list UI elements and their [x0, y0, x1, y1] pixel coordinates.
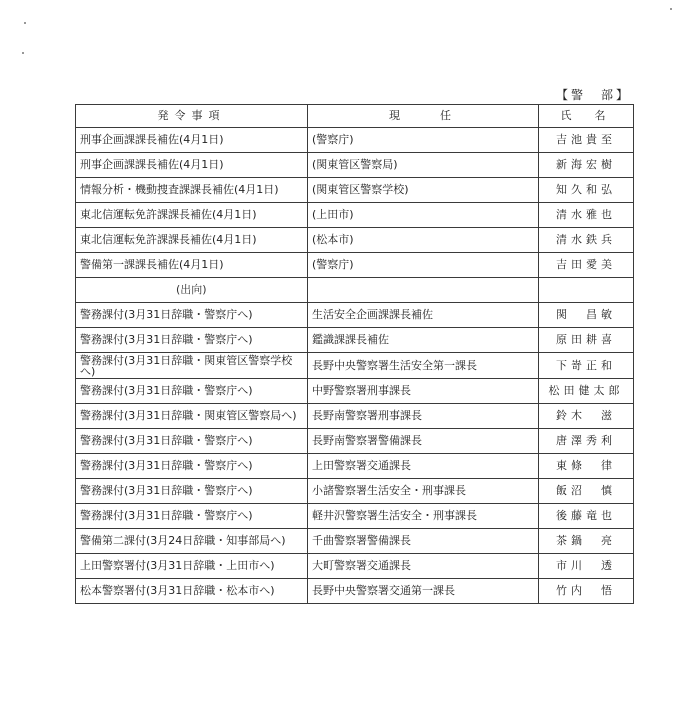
person-name-cell: 茶鍋 亮 [539, 529, 634, 554]
table-row [76, 128, 634, 153]
header-appointment: 発令事項 [76, 105, 308, 128]
table-row [76, 203, 634, 228]
current-post-cell: 長野中央警察署生活安全第一課長 [308, 353, 539, 379]
person-name-cell: 飯沼 慎 [539, 479, 634, 504]
person-name-cell: 後藤竜也 [539, 504, 634, 529]
header-current-post: 現 任 [308, 105, 539, 128]
current-post-cell: 小諸警察署生活安全・刑事課長 [308, 479, 539, 504]
current-post-cell: 中野警察署刑事課長 [308, 379, 539, 404]
appointment-cell: 警務課付(3月31日辞職・警察庁へ) [76, 328, 308, 353]
appointment-cell: 警備第二課付(3月24日辞職・知事部局へ) [76, 529, 308, 554]
table-row [76, 529, 634, 554]
current-post-cell: (関東管区警察学校) [308, 178, 539, 203]
person-name-cell: 吉田愛美 [539, 253, 634, 278]
section-label: (出向) [76, 278, 308, 303]
table-row [76, 253, 634, 278]
person-name-cell: 市川 透 [539, 554, 634, 579]
appointment-cell: 松本警察署付(3月31日辞職・松本市へ) [76, 579, 308, 604]
current-post-cell: 千曲警察署警備課長 [308, 529, 539, 554]
table-row [76, 554, 634, 579]
person-name-cell: 吉池貴至 [539, 128, 634, 153]
appointment-cell: 警務課付(3月31日辞職・警察庁へ) [76, 504, 308, 529]
person-name-cell: 知久和弘 [539, 178, 634, 203]
personnel-table [75, 104, 634, 604]
table-body [76, 128, 634, 604]
table-row [76, 178, 634, 203]
current-post-cell: (上田市) [308, 203, 539, 228]
current-post-cell: (松本市) [308, 228, 539, 253]
person-name-cell: 原田耕喜 [539, 328, 634, 353]
current-post-cell: 長野中央警察署交通第一課長 [308, 579, 539, 604]
scan-speck [22, 52, 24, 54]
current-post-cell: 鑑識課課長補佐 [308, 328, 539, 353]
table-row [76, 579, 634, 604]
department-label: 【警 部】 [556, 88, 632, 102]
table-row [76, 353, 634, 379]
current-post-cell: 生活安全企画課課長補佐 [308, 303, 539, 328]
appointment-cell: 警務課付(3月31日辞職・関東管区警察学校へ) [76, 353, 308, 379]
person-name-cell: 下嵜正和 [539, 353, 634, 379]
appointment-cell: 警備第一課課長補佐(4月1日) [76, 253, 308, 278]
current-post-cell: (警察庁) [308, 253, 539, 278]
table-row [76, 303, 634, 328]
appointment-cell: 東北信運転免許課課長補佐(4月1日) [76, 228, 308, 253]
current-post-cell: 軽井沢警察署生活安全・刑事課長 [308, 504, 539, 529]
current-post-cell: (警察庁) [308, 128, 539, 153]
person-name-cell: 清水雅也 [539, 203, 634, 228]
person-name-cell [539, 278, 634, 303]
person-name-cell: 清水鉄兵 [539, 228, 634, 253]
person-name-cell: 松田健太郎 [539, 379, 634, 404]
person-name-cell: 唐澤秀利 [539, 429, 634, 454]
table-row [76, 479, 634, 504]
person-name-cell: 新海宏樹 [539, 153, 634, 178]
table-row [76, 228, 634, 253]
table-row [76, 429, 634, 454]
table-row [76, 379, 634, 404]
current-post-cell: 長野南警察署刑事課長 [308, 404, 539, 429]
appointment-cell: 警務課付(3月31日辞職・警察庁へ) [76, 479, 308, 504]
appointment-cell: 警務課付(3月31日辞職・関東管区警察局へ) [76, 404, 308, 429]
appointment-cell: 警務課付(3月31日辞職・警察庁へ) [76, 429, 308, 454]
scan-speck [24, 22, 26, 24]
current-post-cell: 大町警察署交通課長 [308, 554, 539, 579]
person-name-cell: 関 昌敏 [539, 303, 634, 328]
table-row [76, 404, 634, 429]
appointment-cell: 上田警察署付(3月31日辞職・上田市へ) [76, 554, 308, 579]
person-name-cell: 東條 律 [539, 454, 634, 479]
current-post-cell: 長野南警察署警備課長 [308, 429, 539, 454]
current-post-cell: (関東管区警察局) [308, 153, 539, 178]
table-row [76, 328, 634, 353]
appointment-cell: 刑事企画課課長補佐(4月1日) [76, 128, 308, 153]
current-post-cell: 上田警察署交通課長 [308, 454, 539, 479]
person-name-cell: 竹内 悟 [539, 579, 634, 604]
header-name: 氏 名 [539, 105, 634, 128]
current-post-cell [308, 278, 539, 303]
table-row [76, 504, 634, 529]
appointment-cell: 刑事企画課課長補佐(4月1日) [76, 153, 308, 178]
person-name-cell: 鈴木 滋 [539, 404, 634, 429]
table-row [76, 454, 634, 479]
appointment-cell: 東北信運転免許課課長補佐(4月1日) [76, 203, 308, 228]
appointment-cell: 情報分析・機動捜査課課長補佐(4月1日) [76, 178, 308, 203]
appointment-cell: 警務課付(3月31日辞職・警察庁へ) [76, 303, 308, 328]
appointment-cell: 警務課付(3月31日辞職・警察庁へ) [76, 379, 308, 404]
section-row [76, 278, 634, 303]
appointment-cell: 警務課付(3月31日辞職・警察庁へ) [76, 454, 308, 479]
scan-speck [670, 8, 672, 10]
table-header-row [76, 105, 634, 128]
table-row [76, 153, 634, 178]
